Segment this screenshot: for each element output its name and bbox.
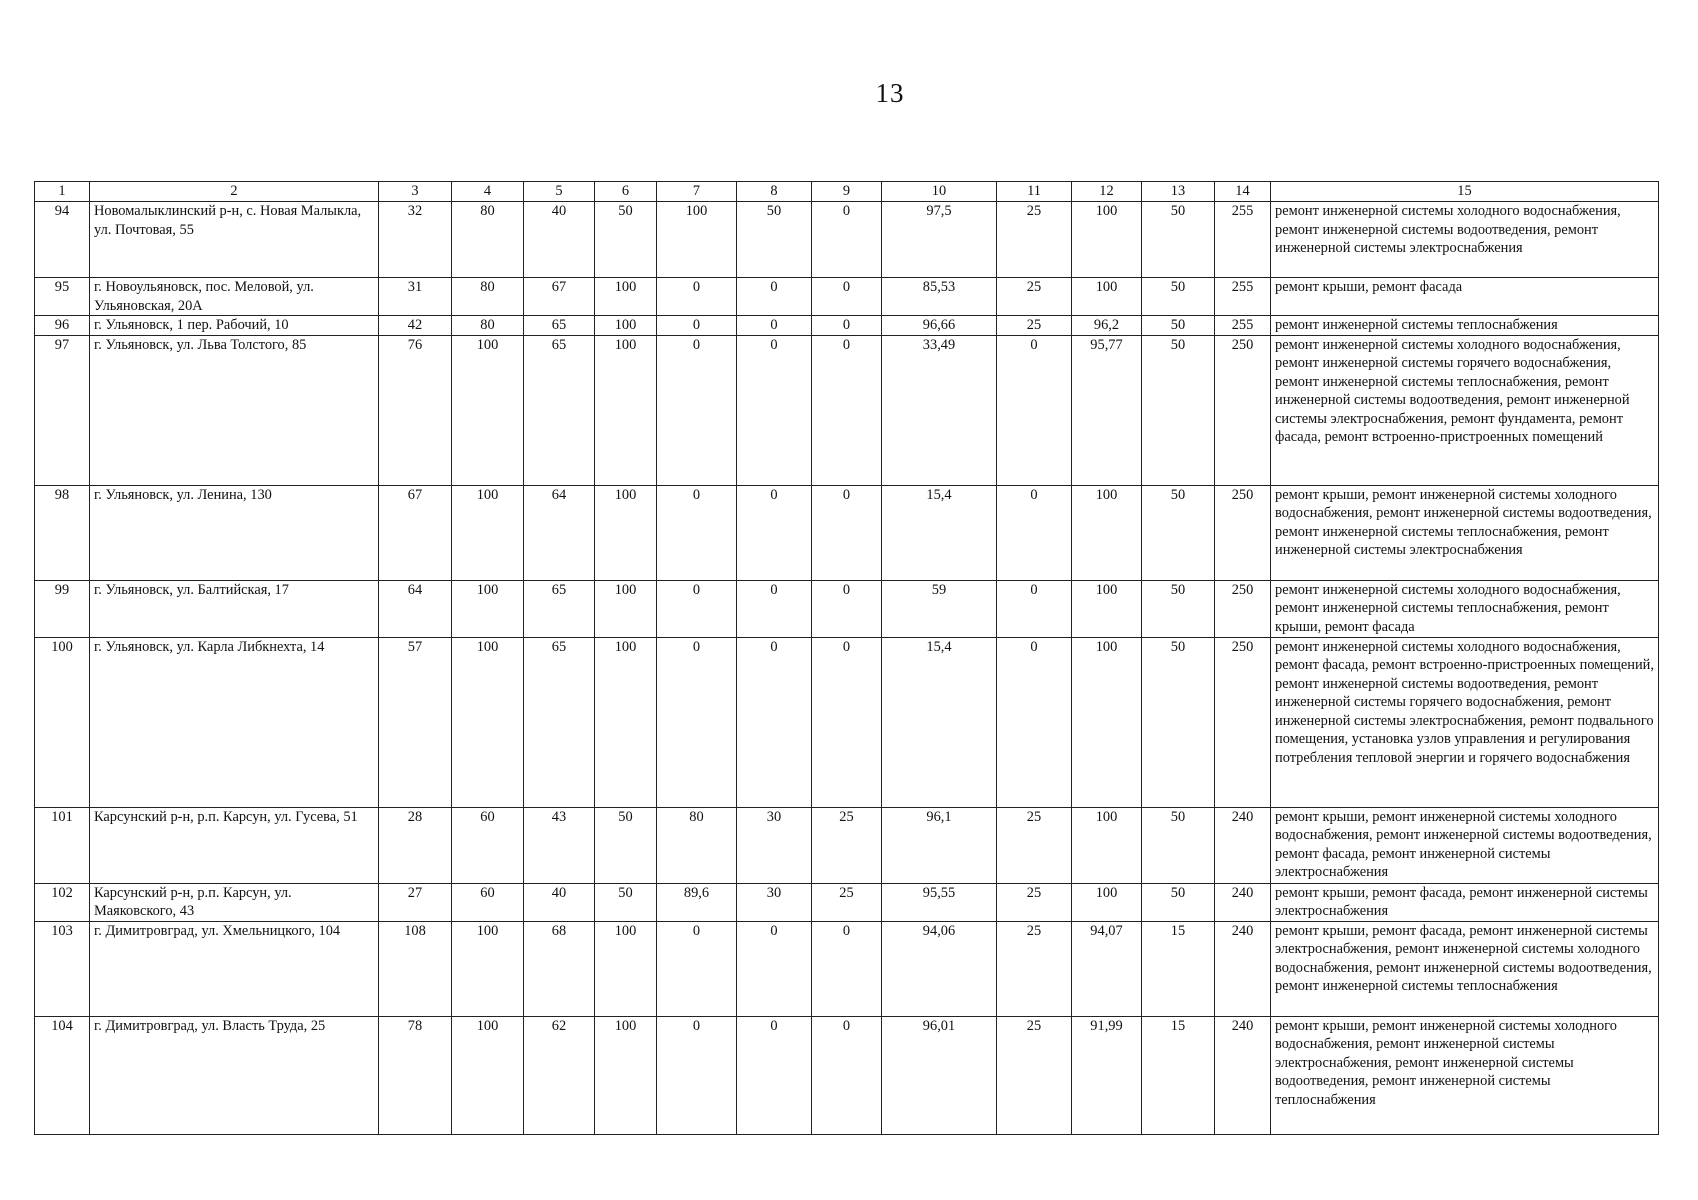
value-cell: 64 [524, 485, 595, 580]
value-cell: 0 [812, 637, 882, 807]
value-cell: 100 [595, 316, 657, 336]
works-cell: ремонт инженерной системы холодного водоснабжения, ремонт фасада, ремонт встроенно-пристроенных помещений, ремонт инженерной системы водоотведения, ремонт инженерной системы горячего водоснабжения, ремонт инженерной системы электроснабжения, ремонт подвального помещения, установка узлов управления и регулирования потребления тепловой энергии и горячего водоснабжения [1271, 637, 1659, 807]
value-cell: 78 [379, 1016, 452, 1134]
value-cell: 50 [1142, 883, 1215, 921]
value-cell: 100 [595, 1016, 657, 1134]
value-cell: 100 [1072, 485, 1142, 580]
value-cell: 255 [1215, 316, 1271, 336]
value-cell: 33,49 [882, 335, 997, 485]
header-cell: 3 [379, 182, 452, 202]
value-cell: 0 [737, 485, 812, 580]
header-cell: 12 [1072, 182, 1142, 202]
value-cell: 50 [595, 807, 657, 883]
value-cell: 0 [657, 637, 737, 807]
value-cell: 65 [524, 316, 595, 336]
value-cell: 100 [657, 202, 737, 278]
works-cell: ремонт крыши, ремонт фасада [1271, 278, 1659, 316]
value-cell: 25 [997, 883, 1072, 921]
value-cell: 80 [657, 807, 737, 883]
value-cell: 108 [379, 921, 452, 1016]
value-cell: 96,2 [1072, 316, 1142, 336]
value-cell: 100 [595, 485, 657, 580]
address-cell: г. Ульяновск, ул. Балтийская, 17 [90, 580, 379, 637]
value-cell: 62 [524, 1016, 595, 1134]
works-cell: ремонт инженерной системы холодного водоснабжения, ремонт инженерной системы горячего водоснабжения, ремонт инженерной системы теплоснабжения, ремонт инженерной системы водоотведения, ремонт инженерной системы электроснабжения, ремонт фундамента, ремонт фасада, ремонт встроенно-пристроенных помещений [1271, 335, 1659, 485]
header-cell: 1 [35, 182, 90, 202]
value-cell: 0 [737, 921, 812, 1016]
header-cell: 8 [737, 182, 812, 202]
value-cell: 27 [379, 883, 452, 921]
header-cell: 13 [1142, 182, 1215, 202]
value-cell: 68 [524, 921, 595, 1016]
row-number-cell: 101 [35, 807, 90, 883]
header-cell: 14 [1215, 182, 1271, 202]
header-cell: 5 [524, 182, 595, 202]
value-cell: 50 [737, 202, 812, 278]
value-cell: 100 [452, 1016, 524, 1134]
header-cell: 9 [812, 182, 882, 202]
value-cell: 25 [997, 1016, 1072, 1134]
value-cell: 96,01 [882, 1016, 997, 1134]
value-cell: 0 [657, 485, 737, 580]
value-cell: 30 [737, 883, 812, 921]
value-cell: 0 [997, 580, 1072, 637]
works-cell: ремонт инженерной системы холодного водоснабжения, ремонт инженерной системы теплоснабжения, ремонт крыши, ремонт фасада [1271, 580, 1659, 637]
value-cell: 42 [379, 316, 452, 336]
value-cell: 100 [1072, 202, 1142, 278]
value-cell: 50 [595, 883, 657, 921]
value-cell: 97,5 [882, 202, 997, 278]
table-row [35, 807, 1659, 883]
value-cell: 0 [812, 278, 882, 316]
address-cell: г. Ульяновск, ул. Карла Либкнехта, 14 [90, 637, 379, 807]
value-cell: 95,55 [882, 883, 997, 921]
address-cell: г. Ульяновск, ул. Ленина, 130 [90, 485, 379, 580]
value-cell: 76 [379, 335, 452, 485]
value-cell: 0 [657, 316, 737, 336]
row-number-cell: 95 [35, 278, 90, 316]
value-cell: 100 [452, 637, 524, 807]
value-cell: 255 [1215, 202, 1271, 278]
value-cell: 0 [812, 1016, 882, 1134]
value-cell: 89,6 [657, 883, 737, 921]
works-cell: ремонт крыши, ремонт инженерной системы холодного водоснабжения, ремонт инженерной системы электроснабжения, ремонт инженерной системы водоотведения, ремонт инженерной системы теплоснабжения [1271, 1016, 1659, 1134]
value-cell: 0 [812, 485, 882, 580]
value-cell: 0 [737, 335, 812, 485]
address-cell: Карсунский р-н, р.п. Карсун, ул. Гусева, 51 [90, 807, 379, 883]
works-cell: ремонт крыши, ремонт фасада, ремонт инженерной системы электроснабжения [1271, 883, 1659, 921]
row-number-cell: 97 [35, 335, 90, 485]
table-row [35, 580, 1659, 637]
row-number-cell: 102 [35, 883, 90, 921]
value-cell: 67 [524, 278, 595, 316]
value-cell: 40 [524, 883, 595, 921]
value-cell: 100 [1072, 637, 1142, 807]
header-cell: 10 [882, 182, 997, 202]
value-cell: 250 [1215, 637, 1271, 807]
value-cell: 96,1 [882, 807, 997, 883]
value-cell: 30 [737, 807, 812, 883]
value-cell: 25 [812, 883, 882, 921]
value-cell: 31 [379, 278, 452, 316]
value-cell: 60 [452, 807, 524, 883]
address-cell: г. Ульяновск, ул. Льва Толстого, 85 [90, 335, 379, 485]
address-cell: г. Димитровград, ул. Власть Труда, 25 [90, 1016, 379, 1134]
value-cell: 250 [1215, 580, 1271, 637]
value-cell: 65 [524, 637, 595, 807]
value-cell: 67 [379, 485, 452, 580]
value-cell: 100 [595, 335, 657, 485]
value-cell: 0 [812, 335, 882, 485]
value-cell: 250 [1215, 485, 1271, 580]
table-row [35, 316, 1659, 336]
row-number-cell: 98 [35, 485, 90, 580]
value-cell: 50 [1142, 278, 1215, 316]
value-cell: 15 [1142, 1016, 1215, 1134]
value-cell: 0 [812, 580, 882, 637]
value-cell: 100 [1072, 883, 1142, 921]
value-cell: 240 [1215, 883, 1271, 921]
value-cell: 59 [882, 580, 997, 637]
value-cell: 0 [657, 580, 737, 637]
value-cell: 50 [1142, 580, 1215, 637]
value-cell: 28 [379, 807, 452, 883]
value-cell: 0 [812, 316, 882, 336]
value-cell: 0 [737, 1016, 812, 1134]
value-cell: 60 [452, 883, 524, 921]
value-cell: 50 [595, 202, 657, 278]
value-cell: 32 [379, 202, 452, 278]
value-cell: 0 [997, 637, 1072, 807]
row-number-cell: 100 [35, 637, 90, 807]
value-cell: 100 [595, 921, 657, 1016]
value-cell: 0 [812, 202, 882, 278]
row-number-cell: 94 [35, 202, 90, 278]
value-cell: 50 [1142, 807, 1215, 883]
header-cell: 2 [90, 182, 379, 202]
value-cell: 0 [657, 278, 737, 316]
table-row [35, 278, 1659, 316]
value-cell: 57 [379, 637, 452, 807]
value-cell: 95,77 [1072, 335, 1142, 485]
value-cell: 25 [997, 278, 1072, 316]
row-number-cell: 104 [35, 1016, 90, 1134]
header-cell: 7 [657, 182, 737, 202]
value-cell: 100 [1072, 807, 1142, 883]
value-cell: 25 [997, 807, 1072, 883]
value-cell: 15 [1142, 921, 1215, 1016]
address-cell: г. Ульяновск, 1 пер. Рабочий, 10 [90, 316, 379, 336]
value-cell: 25 [997, 202, 1072, 278]
value-cell: 40 [524, 202, 595, 278]
value-cell: 50 [1142, 637, 1215, 807]
value-cell: 100 [452, 921, 524, 1016]
data-table [34, 181, 1659, 1135]
value-cell: 80 [452, 278, 524, 316]
value-cell: 43 [524, 807, 595, 883]
table-row [35, 335, 1659, 485]
value-cell: 250 [1215, 335, 1271, 485]
value-cell: 64 [379, 580, 452, 637]
value-cell: 100 [452, 580, 524, 637]
value-cell: 25 [812, 807, 882, 883]
value-cell: 0 [812, 921, 882, 1016]
value-cell: 0 [997, 485, 1072, 580]
address-cell: г. Димитровград, ул. Хмельницкого, 104 [90, 921, 379, 1016]
value-cell: 91,99 [1072, 1016, 1142, 1134]
value-cell: 50 [1142, 316, 1215, 336]
value-cell: 0 [997, 335, 1072, 485]
works-cell: ремонт инженерной системы холодного водоснабжения, ремонт инженерной системы водоотведения, ремонт инженерной системы электроснабжения [1271, 202, 1659, 278]
table-header-row [35, 182, 1659, 202]
works-cell: ремонт крыши, ремонт фасада, ремонт инженерной системы электроснабжения, ремонт инженерной системы холодного водоснабжения, ремонт инженерной системы водоотведения, ремонт инженерной системы теплоснабжения [1271, 921, 1659, 1016]
value-cell: 15,4 [882, 637, 997, 807]
value-cell: 65 [524, 335, 595, 485]
value-cell: 50 [1142, 485, 1215, 580]
table-row [35, 921, 1659, 1016]
value-cell: 100 [595, 637, 657, 807]
header-cell: 15 [1271, 182, 1659, 202]
header-cell: 6 [595, 182, 657, 202]
works-cell: ремонт крыши, ремонт инженерной системы холодного водоснабжения, ремонт инженерной системы водоотведения, ремонт фасада, ремонт инженерной системы электроснабжения [1271, 807, 1659, 883]
value-cell: 25 [997, 316, 1072, 336]
value-cell: 0 [737, 278, 812, 316]
value-cell: 240 [1215, 1016, 1271, 1134]
value-cell: 240 [1215, 921, 1271, 1016]
value-cell: 0 [737, 316, 812, 336]
value-cell: 0 [657, 921, 737, 1016]
table-row [35, 883, 1659, 921]
address-cell: г. Новоульяновск, пос. Меловой, ул. Ульяновская, 20А [90, 278, 379, 316]
value-cell: 0 [737, 637, 812, 807]
address-cell: Новомалыклинский р-н, с. Новая Малыкла, ул. Почтовая, 55 [90, 202, 379, 278]
header-cell: 4 [452, 182, 524, 202]
value-cell: 50 [1142, 202, 1215, 278]
table-row [35, 485, 1659, 580]
works-cell: ремонт крыши, ремонт инженерной системы холодного водоснабжения, ремонт инженерной системы водоотведения, ремонт инженерной системы теплоснабжения, ремонт инженерной системы электроснабжения [1271, 485, 1659, 580]
row-number-cell: 103 [35, 921, 90, 1016]
header-cell: 11 [997, 182, 1072, 202]
value-cell: 15,4 [882, 485, 997, 580]
works-cell: ремонт инженерной системы теплоснабжения [1271, 316, 1659, 336]
value-cell: 50 [1142, 335, 1215, 485]
row-number-cell: 96 [35, 316, 90, 336]
table-row [35, 1016, 1659, 1134]
value-cell: 100 [452, 335, 524, 485]
value-cell: 100 [595, 278, 657, 316]
value-cell: 0 [657, 1016, 737, 1134]
value-cell: 80 [452, 202, 524, 278]
page-number: 13 [875, 78, 905, 108]
value-cell: 94,06 [882, 921, 997, 1016]
table-row [35, 637, 1659, 807]
row-number-cell: 99 [35, 580, 90, 637]
value-cell: 96,66 [882, 316, 997, 336]
value-cell: 240 [1215, 807, 1271, 883]
value-cell: 65 [524, 580, 595, 637]
value-cell: 100 [1072, 580, 1142, 637]
value-cell: 100 [595, 580, 657, 637]
value-cell: 100 [1072, 278, 1142, 316]
value-cell: 80 [452, 316, 524, 336]
address-cell: Карсунский р-н, р.п. Карсун, ул. Маяковского, 43 [90, 883, 379, 921]
value-cell: 85,53 [882, 278, 997, 316]
value-cell: 25 [997, 921, 1072, 1016]
value-cell: 100 [452, 485, 524, 580]
table-row [35, 202, 1659, 278]
value-cell: 94,07 [1072, 921, 1142, 1016]
value-cell: 0 [657, 335, 737, 485]
value-cell: 0 [737, 580, 812, 637]
value-cell: 255 [1215, 278, 1271, 316]
